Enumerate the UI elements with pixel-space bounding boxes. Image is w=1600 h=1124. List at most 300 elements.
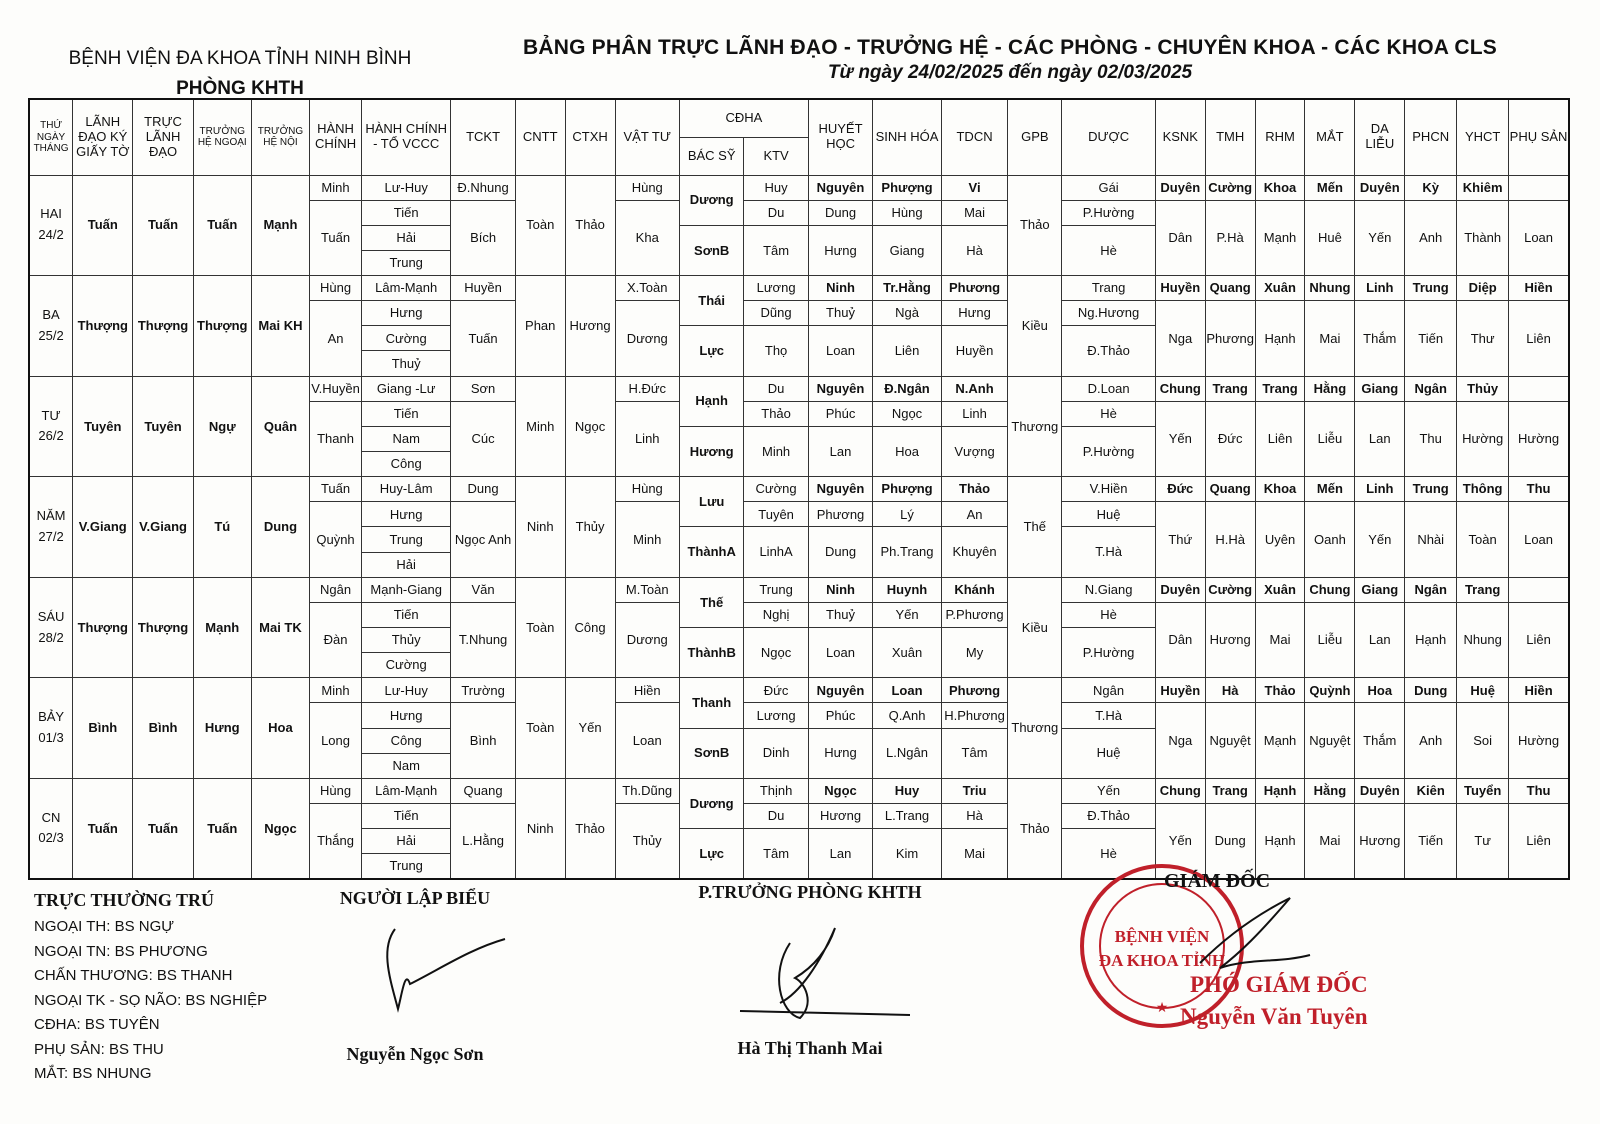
tdcn-cell: My (941, 628, 1008, 678)
day-row (29, 577, 1569, 602)
specialty-cell: Xuân (1255, 276, 1305, 301)
huyet-hoc-cell: Nguyên (808, 678, 872, 703)
hanh-chinh-cell: Minh (310, 678, 362, 703)
day-row (29, 376, 1569, 401)
document-title: BẢNG PHÂN TRỰC LÃNH ĐẠO - TRƯỞNG HỆ - CÁC PHÒNG - CHUYÊN KHOA - CÁC KHOA CLS (522, 36, 1498, 59)
specialty-cell: Thứ (1155, 502, 1205, 577)
tdcn-cell: N.Anh (941, 376, 1008, 401)
preparer-role: NGƯỜI LẬP BIỂU (339, 888, 491, 908)
ktv-cell: Đức (744, 678, 808, 703)
day-label (29, 577, 73, 678)
specialty-cell: Mạnh (1255, 703, 1305, 778)
duoc-cell: Ngân (1062, 678, 1156, 703)
col-day: THỨ NGÀY THÁNG (29, 99, 73, 175)
hc-vccc-cell: Mạnh-Giang (362, 577, 451, 602)
col-ktv: KTV (744, 137, 808, 175)
specialty-cell: Mai (1255, 602, 1305, 677)
specialty-cell: Lan (1355, 401, 1405, 476)
huyet-hoc-cell: Ninh (808, 577, 872, 602)
truc-ld-cell: V.Giang (133, 477, 193, 578)
ctxh-cell: Thảo (565, 175, 615, 276)
tckt-cell: Tuấn (451, 301, 515, 376)
tdcn-cell: Triu (941, 778, 1008, 803)
truc-ld-cell: Tuấn (133, 175, 193, 276)
ktv-cell: Tâm (744, 225, 808, 275)
specialty-cell: Trang (1205, 778, 1255, 803)
hanh-chinh-cell: V.Huyền (310, 376, 362, 401)
specialty-cell: Khoa (1255, 175, 1305, 200)
vattu-cell: Thủy (615, 804, 679, 879)
specialty-cell: Hiền (1509, 276, 1569, 301)
tdcn-cell: Hưng (941, 301, 1008, 326)
ktv-cell: Lương (744, 703, 808, 728)
gpb-cell: Thảo (1008, 175, 1062, 276)
sinh-hoa-cell: Yến (873, 602, 942, 627)
th-noi-cell: Dung (251, 477, 309, 578)
specialty-cell: Thông (1457, 477, 1509, 502)
sinh-hoa-cell: Giang (873, 225, 942, 275)
specialty-cell: Ngân (1405, 577, 1457, 602)
specialty-cell: Duyên (1155, 175, 1205, 200)
tdcn-cell: Phương (941, 678, 1008, 703)
specialty-cell: Tiến (1405, 804, 1457, 879)
specialty-cell: Đức (1155, 477, 1205, 502)
specialty-cell: Trung (1405, 477, 1457, 502)
huyet-hoc-cell: Loan (808, 628, 872, 678)
col-tmh: TMH (1205, 99, 1255, 175)
hc-vccc-cell: Hải (362, 829, 451, 854)
specialty-cell: Đức (1205, 401, 1255, 476)
specialty-cell: Hường (1457, 401, 1509, 476)
day-label (29, 376, 73, 477)
tckt-cell: Đ.Nhung (451, 175, 515, 200)
gpb-cell: Thế (1008, 477, 1062, 578)
day-label (29, 678, 73, 779)
ktv-cell: Huy (744, 175, 808, 200)
sinh-hoa-cell: Hùng (873, 200, 942, 225)
ctxh-cell: Thảo (565, 778, 615, 879)
vattu-cell: M.Toàn (615, 577, 679, 602)
hc-vccc-cell: Lư-Huy (362, 678, 451, 703)
huyet-hoc-cell: Thuỷ (808, 602, 872, 627)
hc-vccc-cell: Lâm-Mạnh (362, 276, 451, 301)
hanh-chinh-cell: Minh (310, 175, 362, 200)
bacsy-cell: Thanh (679, 678, 743, 728)
huyet-hoc-cell: Phúc (808, 401, 872, 426)
gpb-cell: Thương (1008, 376, 1062, 477)
tckt-cell: Bình (451, 703, 515, 778)
specialty-cell: Liên (1509, 804, 1569, 879)
tdcn-cell: Mai (941, 829, 1008, 879)
cntt-cell: Phan (515, 276, 565, 377)
specialty-cell: Hạnh (1255, 778, 1305, 803)
vattu-cell: H.Đức (615, 376, 679, 401)
sinh-hoa-cell: Loan (873, 678, 942, 703)
huyet-hoc-cell: Phương (808, 502, 872, 527)
specialty-cell: Oanh (1305, 502, 1355, 577)
tdcn-cell: Vượng (941, 426, 1008, 476)
tdcn-cell: Khuyên (941, 527, 1008, 577)
hc-vccc-cell: Trung (362, 250, 451, 275)
specialty-cell: Huệ (1457, 678, 1509, 703)
hc-vccc-cell: Huy-Lâm (362, 477, 451, 502)
duoc-cell: Trang (1062, 276, 1156, 301)
specialty-cell: Tuyển (1457, 778, 1509, 803)
specialty-cell: Mến (1305, 477, 1355, 502)
tdcn-cell: Mai (941, 200, 1008, 225)
col-cdha: CĐHA (679, 99, 808, 137)
duoc-cell: T.Hà (1062, 527, 1156, 577)
specialty-cell: Chung (1155, 778, 1205, 803)
ctxh-cell: Thủy (565, 477, 615, 578)
specialty-cell: Quang (1205, 276, 1255, 301)
specialty-cell: Giang (1355, 577, 1405, 602)
sinh-hoa-cell: Xuân (873, 628, 942, 678)
specialty-cell: Dung (1205, 804, 1255, 879)
gpb-cell: Kiều (1008, 276, 1062, 377)
hc-vccc-cell: Tiến (362, 401, 451, 426)
hanh-chinh-cell: Đàn (310, 602, 362, 677)
specialty-cell: Trang (1457, 577, 1509, 602)
huyet-hoc-cell: Phúc (808, 703, 872, 728)
bacsy-cell: Hương (679, 426, 743, 476)
day-row (29, 477, 1569, 502)
ktv-cell: Tâm (744, 829, 808, 879)
specialty-cell: Xuân (1255, 577, 1305, 602)
specialty-cell: Liên (1509, 301, 1569, 376)
tckt-cell: L.Hằng (451, 804, 515, 879)
specialty-cell: Liễu (1305, 401, 1355, 476)
huyet-hoc-cell: Hưng (808, 728, 872, 778)
day-label (29, 175, 73, 276)
specialty-cell: Toàn (1457, 502, 1509, 577)
hc-vccc-cell: Giang -Lư (362, 376, 451, 401)
specialty-cell: Liên (1509, 602, 1569, 677)
ktv-cell: Dinh (744, 728, 808, 778)
gpb-cell: Thảo (1008, 778, 1062, 879)
duoc-cell: P.Hường (1062, 200, 1156, 225)
ktv-cell: Du (744, 200, 808, 225)
hc-vccc-cell: Cường (362, 653, 451, 678)
hanh-chinh-cell: Long (310, 703, 362, 778)
huyet-hoc-cell: Lan (808, 829, 872, 879)
cntt-cell: Ninh (515, 477, 565, 578)
col-sinh-hoa: SINH HÓA (873, 99, 942, 175)
gpb-cell: Thương (1008, 678, 1062, 779)
huyet-hoc-cell: Lan (808, 426, 872, 476)
bacsy-cell: SơnB (679, 225, 743, 275)
sinh-hoa-cell: Q.Anh (873, 703, 942, 728)
vattu-cell: Kha (615, 200, 679, 275)
preparer-signature-block (320, 888, 510, 1065)
duoc-cell: Đ.Thảo (1062, 804, 1156, 829)
day-row (29, 276, 1569, 301)
th-noi-cell: Ngọc (251, 778, 309, 879)
sinh-hoa-cell: L.Ngân (873, 728, 942, 778)
specialty-cell: Kỳ (1405, 175, 1457, 200)
specialty-cell: Thành (1457, 200, 1509, 275)
sinh-hoa-cell: Phượng (873, 175, 942, 200)
document-header (470, 36, 1550, 84)
ktv-cell: Dũng (744, 301, 808, 326)
day-date: 26/2 (38, 428, 64, 444)
hc-vccc-cell: Trung (362, 527, 451, 552)
specialty-cell: Hà (1205, 678, 1255, 703)
col-huyet-hoc: HUYẾT HỌC (808, 99, 872, 175)
huyet-hoc-cell: Nguyên (808, 376, 872, 401)
specialty-cell: Hiền (1509, 678, 1569, 703)
specialty-cell: Giang (1355, 376, 1405, 401)
hc-vccc-cell: Cường (362, 326, 451, 351)
sinh-hoa-cell: Ngọc (873, 401, 942, 426)
sinh-hoa-cell: L.Trang (873, 804, 942, 829)
specialty-cell: Quỳnh (1305, 678, 1355, 703)
col-th-ngoai: TRƯỞNG HỆ NGOẠI (193, 99, 251, 175)
specialty-cell: Duyên (1355, 778, 1405, 803)
duoc-cell: Gái (1062, 175, 1156, 200)
preparer-name: Nguyễn Ngọc Sơn (346, 1044, 484, 1064)
sinh-hoa-cell: Đ.Ngân (873, 376, 942, 401)
sinh-hoa-cell: Huynh (873, 577, 942, 602)
ktv-cell: Ngọc (744, 628, 808, 678)
tdcn-cell: Phương (941, 276, 1008, 301)
specialty-cell: Yến (1155, 401, 1205, 476)
resident-line: NGOẠI TH: BS NGỰ (34, 918, 175, 935)
duoc-cell: Huệ (1062, 502, 1156, 527)
hanh-chinh-cell: Hùng (310, 276, 362, 301)
vattu-cell: Minh (615, 502, 679, 577)
huyet-hoc-cell: Nguyên (808, 175, 872, 200)
vattu-cell: Th.Dũng (615, 778, 679, 803)
col-phcn: PHCN (1405, 99, 1457, 175)
vattu-cell: Loan (615, 703, 679, 778)
specialty-cell: Nhung (1305, 276, 1355, 301)
ktv-cell: Lương (744, 276, 808, 301)
hanh-chinh-cell: Tuấn (310, 477, 362, 502)
duoc-cell: T.Hà (1062, 703, 1156, 728)
th-noi-cell: Mai TK (251, 577, 309, 678)
tdcn-cell: P.Phương (941, 602, 1008, 627)
huyet-hoc-cell: Hương (808, 804, 872, 829)
duoc-cell: Hè (1062, 225, 1156, 275)
col-hc-vccc: HÀNH CHÍNH - TỔ VCCC (362, 99, 451, 175)
hc-vccc-cell: Hải (362, 225, 451, 250)
tckt-cell: T.Nhung (451, 602, 515, 677)
specialty-cell: Tư (1457, 804, 1509, 879)
day-name: CN (41, 809, 61, 825)
hc-vccc-cell: Nam (362, 426, 451, 451)
hanh-chinh-cell: Tuấn (310, 200, 362, 275)
specialty-cell: Hường (1509, 703, 1569, 778)
vice-director-role: PHÓ GIÁM ĐỐC (1190, 972, 1368, 997)
specialty-cell: Phương (1205, 301, 1255, 376)
specialty-cell: Nhài (1405, 502, 1457, 577)
ldky-cell: Thượng (73, 577, 133, 678)
huyet-hoc-cell: Loan (808, 326, 872, 376)
date-range: Từ ngày 24/02/2025 đến ngày 02/03/2025 (827, 62, 1193, 83)
specialty-cell: Khiêm (1457, 175, 1509, 200)
th-ngoai-cell: Tuấn (193, 778, 251, 879)
vattu-cell: Dương (615, 602, 679, 677)
schedule-body (29, 175, 1569, 879)
day-row (29, 778, 1569, 803)
specialty-cell: Nguyệt (1305, 703, 1355, 778)
huyet-hoc-cell: Ninh (808, 276, 872, 301)
col-phu-san: PHỤ SẢN (1509, 99, 1569, 175)
day-row (29, 175, 1569, 200)
specialty-cell: Khoa (1255, 477, 1305, 502)
th-ngoai-cell: Thượng (193, 276, 251, 377)
tckt-cell: Dung (451, 477, 515, 502)
hc-vccc-cell: Hưng (362, 703, 451, 728)
ktv-cell: Du (744, 376, 808, 401)
specialty-cell: Liên (1255, 401, 1305, 476)
th-noi-cell: Mạnh (251, 175, 309, 276)
vice-director-name: Nguyễn Văn Tuyên (1180, 1004, 1368, 1029)
director-signature-block (1160, 870, 1368, 1030)
ctxh-cell: Yến (565, 678, 615, 779)
ktv-cell: Trung (744, 577, 808, 602)
ldky-cell: Tuấn (73, 175, 133, 276)
th-ngoai-cell: Tú (193, 477, 251, 578)
specialty-cell: Duyên (1355, 175, 1405, 200)
truc-ld-cell: Thượng (133, 276, 193, 377)
ldky-cell: Bình (73, 678, 133, 779)
day-name: NĂM (36, 508, 66, 524)
th-ngoai-cell: Mạnh (193, 577, 251, 678)
ctxh-cell: Công (565, 577, 615, 678)
specialty-cell: Thủy (1457, 376, 1509, 401)
bacsy-cell: ThànhB (679, 628, 743, 678)
sinh-hoa-cell: Lý (873, 502, 942, 527)
hc-vccc-cell: Lư-Huy (362, 175, 451, 200)
specialty-cell: Anh (1405, 703, 1457, 778)
huyet-hoc-cell: Thuỷ (808, 301, 872, 326)
svg-text:★: ★ (1155, 999, 1169, 1015)
col-duoc: DƯỢC (1062, 99, 1156, 175)
deputy-role: P.TRƯỞNG PHÒNG KHTH (698, 882, 922, 902)
col-tckt: TCKT (451, 99, 515, 175)
tdcn-cell: Hà (941, 225, 1008, 275)
bacsy-cell: Lực (679, 326, 743, 376)
specialty-cell: Hường (1509, 401, 1569, 476)
hc-vccc-cell: Nam (362, 753, 451, 778)
day-name: HAI (40, 206, 62, 222)
day-date: 01/3 (38, 730, 64, 746)
day-date: 24/2 (38, 227, 64, 243)
tckt-cell: Trường (451, 678, 515, 703)
truc-ld-cell: Bình (133, 678, 193, 779)
duoc-cell: Hè (1062, 602, 1156, 627)
day-name: BA (42, 307, 60, 323)
truc-ld-cell: Tuấn (133, 778, 193, 879)
hc-vccc-cell: Công (362, 728, 451, 753)
bacsy-cell: Thế (679, 577, 743, 627)
th-ngoai-cell: Ngự (193, 376, 251, 477)
day-label (29, 276, 73, 377)
bacsy-cell: SơnB (679, 728, 743, 778)
specialty-cell: Huyền (1155, 678, 1205, 703)
duoc-cell: Hè (1062, 401, 1156, 426)
duoc-cell: N.Giang (1062, 577, 1156, 602)
duoc-cell: Huệ (1062, 728, 1156, 778)
col-tdcn: TDCN (941, 99, 1008, 175)
col-hanh-chinh: HÀNH CHÍNH (310, 99, 362, 175)
specialty-cell: Hương (1355, 804, 1405, 879)
col-ksnk: KSNK (1155, 99, 1205, 175)
duty-schedule-table (28, 98, 1570, 880)
deputy-signature-block (680, 882, 940, 1059)
specialty-cell: Yến (1355, 200, 1405, 275)
specialty-cell: Ngân (1405, 376, 1457, 401)
col-th-noi: TRƯỞNG HỆ NỘI (251, 99, 309, 175)
hanh-chinh-cell: Ngân (310, 577, 362, 602)
col-ctxh: CTXH (565, 99, 615, 175)
sinh-hoa-cell: Tr.Hằng (873, 276, 942, 301)
tdcn-cell: Vi (941, 175, 1008, 200)
day-date: 27/2 (38, 528, 64, 544)
ldky-cell: Tuấn (73, 778, 133, 879)
col-truc-ld: TRỰC LÃNH ĐẠO (133, 99, 193, 175)
vattu-cell: Dương (615, 301, 679, 376)
th-ngoai-cell: Tuấn (193, 175, 251, 276)
bacsy-cell: Thái (679, 276, 743, 326)
specialty-cell: Hạnh (1405, 602, 1457, 677)
col-vattu: VẬT TƯ (615, 99, 679, 175)
deputy-signature-icon (680, 903, 940, 1033)
vattu-cell: Hiền (615, 678, 679, 703)
tckt-cell: Ngọc Anh (451, 502, 515, 577)
col-ldky: LÃNH ĐẠO KÝ GIẤY TỜ (73, 99, 133, 175)
resident-line: CĐHA: BS TUYÊN (34, 1016, 160, 1033)
ktv-cell: Tuyên (744, 502, 808, 527)
duoc-cell: V.Hiền (1062, 477, 1156, 502)
tdcn-cell: Khánh (941, 577, 1008, 602)
ldky-cell: V.Giang (73, 477, 133, 578)
bacsy-cell: ThànhA (679, 527, 743, 577)
bacsy-cell: Lưu (679, 477, 743, 527)
duoc-cell: P.Hường (1062, 628, 1156, 678)
specialty-cell: Nguyệt (1205, 703, 1255, 778)
duoc-cell: Yến (1062, 778, 1156, 803)
specialty-cell: Loan (1509, 502, 1569, 577)
bacsy-cell: Dương (679, 778, 743, 828)
day-name: SÁU (37, 608, 65, 624)
ctxh-cell: Ngọc (565, 376, 615, 477)
day-row (29, 678, 1569, 703)
col-mat: MẮT (1305, 99, 1355, 175)
ldky-cell: Thượng (73, 276, 133, 377)
director-signature-icon (1160, 893, 1360, 973)
specialty-cell: Yến (1355, 502, 1405, 577)
th-noi-cell: Hoa (251, 678, 309, 779)
th-ngoai-cell: Hưng (193, 678, 251, 779)
specialty-cell: Huê (1305, 200, 1355, 275)
truc-ld-cell: Thượng (133, 577, 193, 678)
col-bacsy: BÁC SỸ (679, 137, 743, 175)
svg-text:BỆNH VIỆN: BỆNH VIỆN (1114, 927, 1210, 946)
sinh-hoa-cell: Kim (873, 829, 942, 879)
day-date: 25/2 (38, 327, 64, 343)
tckt-cell: Quang (451, 778, 515, 803)
specialty-cell (1509, 376, 1569, 401)
vattu-cell: Hùng (615, 477, 679, 502)
bacsy-cell: Hạnh (679, 376, 743, 426)
sinh-hoa-cell: Ph.Trang (873, 527, 942, 577)
day-label (29, 778, 73, 879)
col-yhct: YHCT (1457, 99, 1509, 175)
specialty-cell: Mai (1305, 301, 1355, 376)
